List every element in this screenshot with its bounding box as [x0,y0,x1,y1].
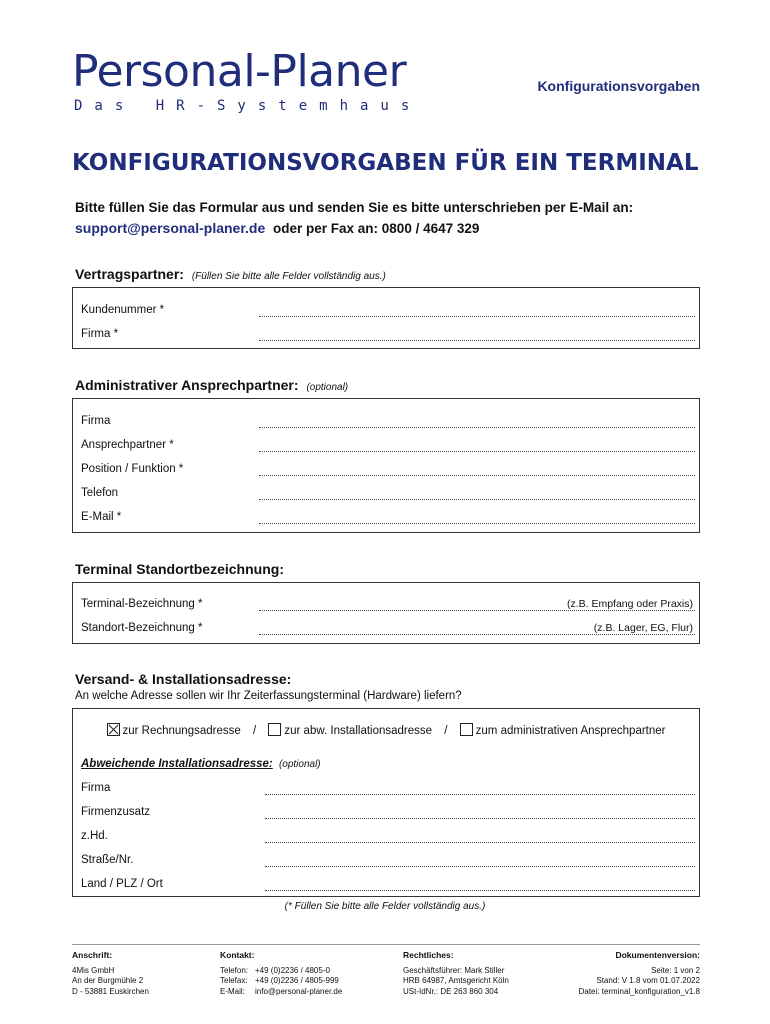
footnote: (* Füllen Sie bitte alle Felder vollständig aus.) [284,901,486,912]
option-ansprechpartner[interactable] [456,725,665,737]
admin-box [72,398,700,533]
field-label: Ansprechpartner * [81,439,174,451]
field-line[interactable] [259,634,695,635]
field-label: E-Mail * [81,511,122,523]
option-separator: / [252,725,257,737]
field-row[interactable] [81,830,695,848]
footer-divider [72,944,700,945]
field-row[interactable] [81,806,695,824]
footer-line: Datei: terminal_konfiguration_v1.8 [578,986,700,996]
field-line[interactable] [265,794,695,795]
footer-heading: Anschrift: [72,950,113,960]
logo-wordmark: Personal-Planer [72,46,407,97]
section-note: (Füllen Sie bitte alle Felder vollständig aus.) [191,271,386,282]
field-row[interactable] [81,854,695,872]
field-label: Kundenummer * [81,304,165,316]
field-line[interactable] [265,866,695,867]
contact-key: Telefon: [220,965,249,975]
field-line[interactable] [259,451,695,452]
instruction-text: Bitte füllen Sie das Formular aus und senden Sie es bitte unterschrieben per E-Mail an: [75,200,634,215]
field-row[interactable] [81,511,695,529]
section-title: Vertragspartner: [75,266,184,282]
standort-box [72,582,700,644]
checkbox-icon[interactable] [460,723,473,736]
field-line[interactable] [259,427,695,428]
footer-line: HRB 64987, Amtsgericht Köln [403,976,509,985]
option-label: zur abw. Installationsadresse [284,725,433,737]
section-heading-admin [75,377,348,393]
field-row[interactable] [81,878,695,896]
support-email-link[interactable]: support@personal-planer.de [75,220,266,236]
field-label: Firma [81,782,111,794]
field-label: z.Hd. [81,830,108,842]
logo-tagline: Das HR-Systemhaus [74,98,422,114]
footer-line: An der Burgmühle 2 [72,976,144,985]
instruction-contact [75,220,479,236]
field-line[interactable] [265,818,695,819]
sub-heading-title: Abweichende Installationsadresse: [81,758,273,770]
section-note: (optional) [306,382,349,393]
footer-anschrift [72,950,149,997]
delivery-options [73,723,699,737]
footer-heading: Kontakt: [220,950,255,960]
section-title: Terminal Standortbezeichnung: [75,561,284,577]
section-heading-standort [75,561,284,577]
footer-heading: Dokumentenversion: [615,950,700,960]
footer-heading: Rechtliches: [403,950,454,960]
field-row[interactable] [81,463,695,481]
field-row[interactable] [81,598,695,616]
vertragspartner-box [72,287,700,349]
contact-value: +49 (0)2236 / 4805-0 [255,965,330,975]
section-heading-versand: Versand- & Installationsadresse: [75,671,292,687]
field-row[interactable] [81,415,695,433]
field-row[interactable] [81,622,695,640]
footer-line: USt-IdNr.: DE 263 860 304 [403,986,499,996]
field-row[interactable] [81,328,695,346]
page-title: KONFIGURATIONSVORGABEN FÜR EIN TERMINAL [72,150,699,176]
option-rechnungsadresse[interactable] [107,725,244,737]
option-label: zur Rechnungsadresse [122,725,241,737]
field-row[interactable] [81,487,695,505]
footer-line: Seite: 1 von 2 [651,965,700,975]
field-line[interactable] [265,842,695,843]
field-label: Firma * [81,328,119,340]
footer-line: Stand: V 1.8 vom 01.07.2022 [596,976,700,985]
document-label: Konfigurationsvorgaben [537,78,700,94]
sub-heading [81,758,321,770]
field-label: Standort-Bezeichnung * [81,622,203,634]
versand-question: An welche Adresse sollen wir Ihr Zeiterfassungsterminal (Hardware) liefern? [75,690,462,702]
field-label: Terminal-Bezeichnung * [81,598,203,610]
option-separator: / [444,725,448,737]
section-heading-vertragspartner [75,266,386,282]
contact-table [220,966,342,998]
field-line[interactable] [259,523,695,524]
field-label: Firmenzusatz [81,806,151,818]
field-hint: (z.B. Lager, EG, Flur) [591,622,693,634]
field-line[interactable] [265,890,695,891]
footer-line: D - 53881 Euskirchen [72,986,149,996]
field-hint: (z.B. Empfang oder Praxis) [564,598,693,610]
checkbox-icon[interactable] [268,723,281,736]
field-label: Telefon [81,487,119,499]
section-title: Administrativer Ansprechpartner: [75,377,299,393]
field-label: Position / Funktion * [81,463,184,475]
field-line[interactable] [259,475,695,476]
fax-text: oder per Fax an: 0800 / 4647 329 [273,221,480,236]
versand-box [72,708,700,897]
field-row[interactable] [81,439,695,457]
contact-key: E-Mail: [220,986,245,996]
footer-dokumentenversion [579,950,700,997]
contact-value: +49 (0)2236 / 4805-999 [255,976,339,985]
contact-key: Telefax: [220,976,248,985]
field-line[interactable] [259,499,695,500]
contact-email-link[interactable]: info@personal-planer.de [255,986,343,996]
footer-line: 4Mis GmbH [72,965,115,975]
checkbox-checked-icon[interactable] [107,723,120,736]
option-label: zum administrativen Ansprechpartner [475,725,666,737]
sub-heading-note: (optional) [278,759,321,770]
option-installationsadresse[interactable] [265,725,435,737]
footer-line: Geschäftsführer: Mark Stiller [403,965,505,975]
field-label: Land / PLZ / Ort [81,878,163,890]
field-line[interactable] [259,610,695,611]
footer-kontakt [220,950,342,997]
field-label: Firma [81,415,111,427]
footer-rechtliches [403,950,509,997]
field-line[interactable] [259,340,695,341]
field-line[interactable] [259,316,695,317]
field-row[interactable] [81,304,695,322]
field-label: Straße/Nr. [81,854,134,866]
field-row[interactable] [81,782,695,800]
